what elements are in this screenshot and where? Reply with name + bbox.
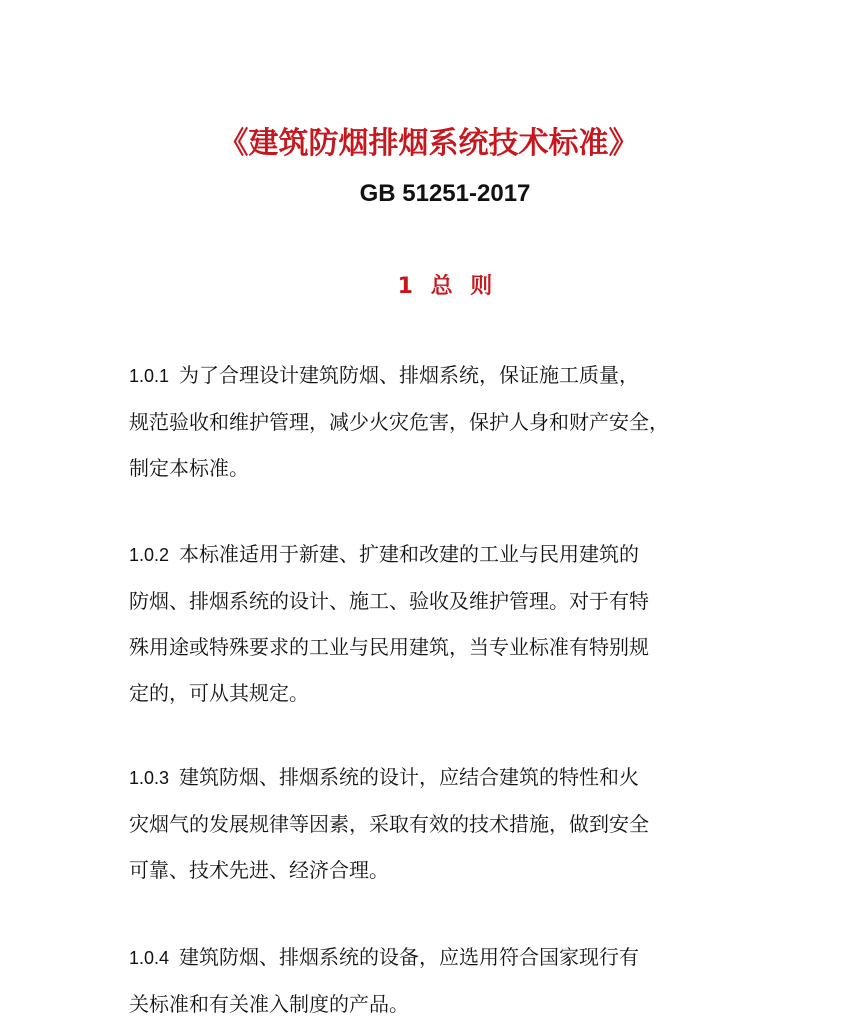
clause-1-0-2 bbox=[129, 531, 729, 716]
clause-1-0-3 bbox=[129, 754, 729, 893]
clause-number: 1.0.1 bbox=[129, 366, 170, 386]
clause-text: 本标准适用于新建、扩建和改建的工业与民用建筑的 bbox=[179, 542, 640, 566]
clause-text: 关标准和有关准入制度的产品。 bbox=[129, 992, 409, 1016]
clause-1-0-1 bbox=[129, 352, 729, 491]
clause-line bbox=[129, 754, 729, 801]
clause-text: 建筑防烟、排烟系统的设备，应选用符合国家现行有 bbox=[179, 945, 640, 969]
clause-line bbox=[129, 934, 729, 981]
clause-text: 定的，可从其规定。 bbox=[129, 681, 309, 705]
clause-number: 1.0.2 bbox=[129, 545, 170, 565]
clause-text: 建筑防烟、排烟系统的设计，应结合建筑的特性和火 bbox=[179, 765, 640, 789]
clause-1-0-4 bbox=[129, 934, 729, 1027]
clause-text: 制定本标准。 bbox=[129, 456, 249, 480]
clause-text: 防烟、排烟系统的设计、施工、验收及维护管理。对于有特 bbox=[129, 589, 649, 613]
clause-line bbox=[129, 352, 729, 399]
clause-text: 殊用途或特殊要求的工业与民用建筑，当专业标准有特别规 bbox=[129, 635, 649, 659]
clause-line bbox=[129, 531, 729, 578]
document-title: 《建筑防烟排烟系统技术标准》 bbox=[218, 126, 639, 161]
clause-number: 1.0.4 bbox=[129, 948, 170, 968]
clause-text: 可靠、技术先进、经济合理。 bbox=[129, 858, 389, 882]
chapter-heading: 1 总 则 bbox=[397, 274, 493, 299]
clause-text: 规范验收和维护管理，减少火灾危害，保护人身和财产安全， bbox=[129, 410, 669, 434]
clause-number: 1.0.3 bbox=[129, 768, 170, 788]
clause-text: 为了合理设计建筑防烟、排烟系统，保证施工质量， bbox=[179, 363, 640, 387]
clause-text: 灾烟气的发展规律等因素，采取有效的技术措施，做到安全 bbox=[129, 812, 649, 836]
standard-code: GB 51251-2017 bbox=[359, 180, 531, 207]
